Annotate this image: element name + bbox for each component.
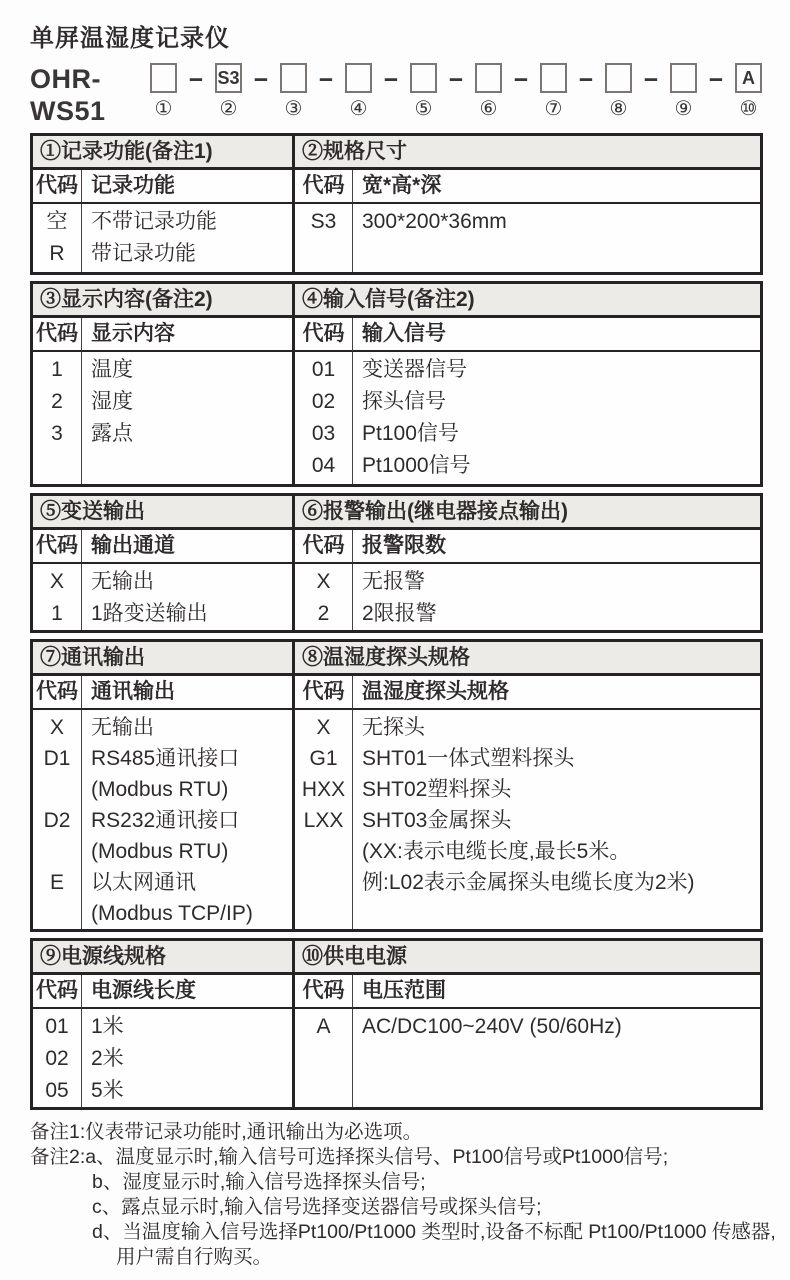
cell-line: (Modbus RTU) <box>91 840 229 863</box>
label-column-values <box>353 352 760 484</box>
footnote-line: 备注1:仪表带记录功能时,通讯输出为必选项。 <box>30 1121 423 1143</box>
label-column-header: 输入信号 <box>353 318 760 352</box>
code-column-values <box>33 204 82 272</box>
cell-line: 露点 <box>91 422 133 445</box>
code-column-values <box>295 1009 353 1107</box>
model-code-box <box>280 63 307 93</box>
dash-separator: – <box>384 62 398 94</box>
segment-number-label: ② <box>219 98 238 120</box>
model-segment-5 <box>408 63 439 120</box>
code-column-values <box>295 710 353 929</box>
cell-line: 2限报警 <box>362 602 437 625</box>
cell-line: 空 <box>46 210 68 233</box>
dash-separator: – <box>644 62 658 94</box>
code-column-values <box>33 710 82 929</box>
cell-line: 02 <box>45 1047 69 1070</box>
code-column-header: 代码 <box>33 530 82 564</box>
spec-block-transmit-alarm <box>30 493 763 633</box>
model-code-box <box>475 63 502 93</box>
label-column-values <box>82 1009 295 1107</box>
cell-line: 无报警 <box>362 570 425 593</box>
label-column-header: 报警限数 <box>353 530 760 564</box>
code-column-values <box>33 564 82 630</box>
section-header: ⑨电源线规格 <box>33 941 295 975</box>
cell-line: 300*200*36mm <box>362 210 507 233</box>
spec-block-display-input <box>30 281 763 487</box>
cell-line: 01 <box>311 358 336 381</box>
label-column-header: 记录功能 <box>82 170 295 204</box>
cell-line: Pt1000信号 <box>362 454 471 477</box>
section-header: ⑦通讯输出 <box>33 642 295 676</box>
model-segment-2 <box>213 63 244 120</box>
cell-line: 温度 <box>91 358 133 381</box>
cell-line: D1 <box>43 747 71 770</box>
cell-line <box>33 898 81 929</box>
footnote-line: b、湿度显示时,输入信号选择探头信号; <box>92 1171 426 1193</box>
section-header: ①记录功能(备注1) <box>33 136 295 170</box>
cell-line: 05 <box>45 1079 69 1102</box>
page-title: 单屏温湿度记录仪 <box>30 25 230 52</box>
cell-line: RS485通讯接口 <box>91 747 240 770</box>
code-column-header: 代码 <box>33 318 82 352</box>
cell-line: R <box>49 242 65 265</box>
cell-line: Pt100信号 <box>362 422 459 445</box>
cell-line: 04 <box>311 454 336 477</box>
cell-line: G1 <box>309 747 338 770</box>
model-code-box <box>605 63 632 93</box>
cell-line: 1 <box>51 358 63 381</box>
footnote-line: 用户需自行购买。 <box>116 1246 273 1268</box>
model-segment-6 <box>473 63 504 120</box>
label-column-values <box>353 710 760 929</box>
label-column-header: 温湿度探头规格 <box>353 676 760 710</box>
cell-line: 探头信号 <box>362 390 446 413</box>
label-column-values <box>82 710 295 929</box>
cell-line: SHT03金属探头 <box>362 809 512 832</box>
cell-line: 1 <box>51 602 63 625</box>
cell-line: LXX <box>303 809 344 832</box>
footnote-line: 备注2:a、温度显示时,输入信号可选择探头信号、Pt100信号或Pt1000信号; <box>30 1146 669 1168</box>
model-code-box <box>410 63 437 93</box>
cell-line: X <box>316 716 331 739</box>
code-column-values <box>295 204 353 272</box>
cell-line: E <box>49 871 64 894</box>
segment-number-label: ⑨ <box>674 98 693 120</box>
segment-number-label: ④ <box>349 98 368 120</box>
cell-line: 02 <box>311 390 336 413</box>
cell-line: AC/DC100~240V (50/60Hz) <box>362 1015 622 1038</box>
label-column-header: 电压范围 <box>353 975 760 1009</box>
dash-separator: – <box>514 62 528 94</box>
cell-line: HXX <box>301 778 346 801</box>
model-code-box: A <box>735 63 762 93</box>
dash-separator: – <box>254 62 268 94</box>
code-column-values <box>295 352 353 484</box>
model-code-box <box>345 63 372 93</box>
cell-line <box>33 774 81 805</box>
section-header: ⑤变送输出 <box>33 496 295 530</box>
code-column-header: 代码 <box>33 170 82 204</box>
code-column-header: 代码 <box>33 676 82 710</box>
cell-line: 5米 <box>91 1079 124 1102</box>
cell-line: SHT02塑料探头 <box>362 778 512 801</box>
dash-separator: – <box>709 62 723 94</box>
cell-line: (Modbus RTU) <box>91 778 229 801</box>
label-column-header: 显示内容 <box>82 318 295 352</box>
code-column-header: 代码 <box>295 170 353 204</box>
section-header: ⑧温湿度探头规格 <box>295 642 760 676</box>
dash-separator: – <box>449 62 463 94</box>
cell-line: 2 <box>317 602 330 625</box>
cell-line: 1米 <box>91 1015 124 1038</box>
dash-separator: – <box>189 62 203 94</box>
model-code-box <box>540 63 567 93</box>
code-column-header: 代码 <box>295 676 353 710</box>
code-column-header: 代码 <box>295 975 353 1009</box>
model-segment-9 <box>668 63 699 120</box>
label-column-values <box>353 1009 760 1107</box>
section-header: ③显示内容(备注2) <box>33 284 295 318</box>
code-column-header: 代码 <box>295 530 353 564</box>
label-column-header: 电源线长度 <box>82 975 295 1009</box>
cell-line: X <box>49 716 64 739</box>
model-segment-1 <box>148 63 179 120</box>
label-column-values <box>353 204 760 272</box>
dash-separator: – <box>579 62 593 94</box>
dash-separator: – <box>319 62 333 94</box>
cell-line: A <box>316 1015 331 1038</box>
code-column-values <box>33 1009 82 1107</box>
spec-block-record-size <box>30 133 763 275</box>
cell-line: SHT01一体式塑料探头 <box>362 747 575 770</box>
section-header: ④输入信号(备注2) <box>295 284 760 318</box>
segment-number-label: ③ <box>284 98 303 120</box>
cell-line: 03 <box>311 422 336 445</box>
label-column-values <box>82 564 295 630</box>
section-header: ②规格尺寸 <box>295 136 760 170</box>
cell-line: 以太网通讯 <box>91 871 196 894</box>
model-segments <box>148 63 764 120</box>
code-column-header: 代码 <box>295 318 353 352</box>
label-column-header: 通讯输出 <box>82 676 295 710</box>
model-code-box <box>670 63 697 93</box>
cell-line: 不带记录功能 <box>91 210 217 233</box>
cell-line: X <box>49 570 64 593</box>
cell-line <box>295 836 352 867</box>
model-segment-7 <box>538 63 569 120</box>
cell-line: (Modbus TCP/IP) <box>91 902 253 925</box>
cell-line: RS232通讯接口 <box>91 809 240 832</box>
cell-line: 3 <box>51 422 63 445</box>
cell-line: (XX:表示电缆长度,最长5米。 <box>362 840 631 863</box>
cell-line <box>295 867 352 898</box>
label-column-header: 输出通道 <box>82 530 295 564</box>
footnotes <box>30 1120 776 1270</box>
cell-line: X <box>316 570 331 593</box>
model-code-box: S3 <box>215 63 242 93</box>
cell-line: 变送器信号 <box>362 358 467 381</box>
segment-number-label: ⑩ <box>739 98 758 120</box>
code-column-values <box>295 564 353 630</box>
model-prefix: OHR-WS51 <box>30 64 106 126</box>
cell-line: 1路变送输出 <box>91 602 208 625</box>
segment-number-label: ⑦ <box>544 98 563 120</box>
footnote-line: c、露点显示时,输入信号选择变送器信号或探头信号; <box>92 1196 542 1218</box>
section-header: ⑩供电电源 <box>295 941 760 975</box>
footnote-line: d、当温度输入信号选择Pt100/Pt1000 类型时,设备不标配 Pt100/Pt1000 传感器, <box>92 1221 776 1243</box>
cell-line: 例:L02表示金属探头电缆长度为2米) <box>362 871 695 894</box>
code-column-values <box>33 352 82 484</box>
model-segment-3 <box>278 63 309 120</box>
segment-number-label: ⑤ <box>414 98 433 120</box>
cell-line: 无输出 <box>91 716 154 739</box>
model-segment-8 <box>603 63 634 120</box>
segment-number-label: ⑧ <box>609 98 628 120</box>
cell-line: D2 <box>43 809 71 832</box>
label-column-header: 宽*高*深 <box>353 170 760 204</box>
spec-block-comm-probe <box>30 639 763 932</box>
cell-line: 湿度 <box>91 390 133 413</box>
cell-line: 无探头 <box>362 716 425 739</box>
segment-number-label: ⑥ <box>479 98 498 120</box>
cell-line: S3 <box>310 210 337 233</box>
label-column-values <box>82 352 295 484</box>
label-column-values <box>353 564 760 630</box>
cell-line: 2 <box>51 390 63 413</box>
spec-block-powercord-supply <box>30 938 763 1110</box>
cell-line: 2米 <box>91 1047 124 1070</box>
segment-number-label: ① <box>154 98 173 120</box>
section-header: ⑥报警输出(继电器接点输出) <box>295 496 760 530</box>
cell-line: 无输出 <box>91 570 154 593</box>
model-code-row <box>30 63 764 127</box>
code-column-header: 代码 <box>33 975 82 1009</box>
model-code-box <box>150 63 177 93</box>
model-segment-10 <box>733 63 764 120</box>
cell-line: 带记录功能 <box>91 242 196 265</box>
cell-line: 01 <box>45 1015 69 1038</box>
label-column-values <box>82 204 295 272</box>
cell-line <box>33 836 81 867</box>
model-segment-4 <box>343 63 374 120</box>
